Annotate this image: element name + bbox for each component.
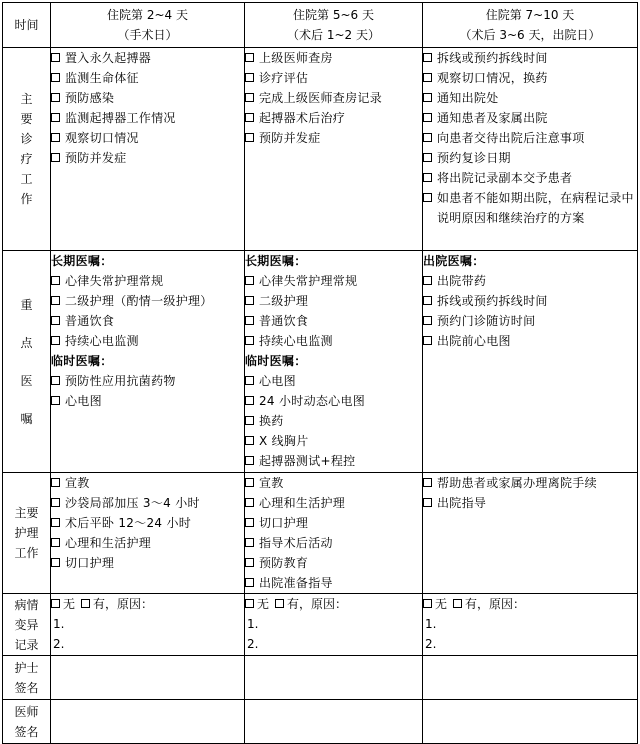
checklist-item: 起搏器术后治疗: [245, 108, 422, 128]
nurse-sign-row: [3, 656, 638, 700]
checklist-item: 将出院记录副本交予患者: [423, 168, 637, 188]
checkbox-icon[interactable]: [245, 498, 254, 507]
checkbox-icon[interactable]: [51, 478, 60, 487]
checklist-item: 观察切口情况，换药: [423, 68, 637, 88]
checklist-item: 持续心电监测: [51, 331, 244, 351]
variation-line-1[interactable]: 1.: [247, 617, 259, 631]
checklist-item: 出院准备指导: [245, 573, 422, 593]
checklist-item: 预防性应用抗菌药物: [51, 371, 244, 391]
phase-header-2: 住院第 5~6 天 （术后 1~2 天）: [245, 3, 423, 48]
checkbox-icon[interactable]: [423, 316, 432, 325]
checkbox-icon[interactable]: [51, 316, 60, 325]
checkbox-icon[interactable]: [245, 436, 254, 445]
checkbox-icon[interactable]: [423, 193, 432, 202]
checkbox-icon[interactable]: [245, 538, 254, 547]
checklist-item: 完成上级医师查房记录: [245, 88, 422, 108]
checklist-item: 出院指导: [423, 493, 637, 513]
orders-col-2: [245, 251, 423, 473]
variation-line-2[interactable]: 2.: [53, 637, 65, 651]
checkbox-icon[interactable]: [51, 153, 60, 162]
variation-line-2[interactable]: 2.: [425, 637, 437, 651]
checklist-item: 监测起搏器工作情况: [51, 108, 244, 128]
checkbox-icon[interactable]: [245, 93, 254, 102]
nursing-col-2: [245, 473, 423, 594]
checklist-item: 沙袋局部加压 3～4 小时: [51, 493, 244, 513]
variation-row: [3, 594, 638, 656]
checkbox-icon[interactable]: [51, 376, 60, 385]
checkbox-icon[interactable]: [245, 478, 254, 487]
checklist-item: 24 小时动态心电图: [245, 391, 422, 411]
long-term-orders-heading: 长期医嘱：: [245, 254, 307, 268]
checkbox-icon[interactable]: [423, 296, 432, 305]
checklist-item: 置入永久起搏器: [51, 48, 244, 68]
checklist-item: 宣教: [245, 473, 422, 493]
checkbox-icon[interactable]: [423, 73, 432, 82]
checkbox-icon[interactable]: [51, 498, 60, 507]
checklist-item: 上级医师查房: [245, 48, 422, 68]
temporary-orders-heading: 临时医嘱：: [51, 354, 113, 368]
checkbox-icon[interactable]: [245, 73, 254, 82]
orders-row: [3, 251, 638, 473]
checklist-item: 帮助患者或家属办理离院手续: [423, 473, 637, 493]
checkbox-icon[interactable]: [423, 498, 432, 507]
checkbox-icon[interactable]: [51, 93, 60, 102]
checklist-item: 诊疗评估: [245, 68, 422, 88]
variation-line-1[interactable]: 1.: [53, 617, 65, 631]
nurse-sign-field-1[interactable]: [51, 656, 245, 700]
checklist-item: 普通饮食: [245, 311, 422, 331]
variation-col-1: 无 有，原因： 1. 2.: [51, 594, 245, 656]
checklist-item: 心理和生活护理: [51, 533, 244, 553]
checkbox-icon[interactable]: [245, 376, 254, 385]
checkbox-icon[interactable]: [245, 336, 254, 345]
checkbox-icon[interactable]: [245, 276, 254, 285]
diagnosis-col-1: [51, 48, 245, 251]
checkbox-icon[interactable]: [51, 113, 60, 122]
checkbox-icon[interactable]: [245, 518, 254, 527]
checkbox-icon[interactable]: [51, 133, 60, 142]
checkbox-icon[interactable]: [51, 538, 60, 547]
checklist-item: 拆线或预约拆线时间: [423, 48, 637, 68]
long-term-orders-heading: 长期医嘱：: [51, 254, 113, 268]
checkbox-icon[interactable]: [423, 133, 432, 142]
checklist-item: 二级护理（酌情一级护理）: [51, 291, 244, 311]
checkbox-icon[interactable]: [245, 53, 254, 62]
checkbox-icon[interactable]: [245, 316, 254, 325]
checklist-item: 出院带药: [423, 271, 637, 291]
checkbox-icon[interactable]: [423, 93, 432, 102]
checklist-item: 指导术后活动: [245, 533, 422, 553]
diagnosis-row-label: 主要诊疗工作: [3, 48, 51, 251]
checklist-item: 二级护理: [245, 291, 422, 311]
checkbox-icon[interactable]: [423, 53, 432, 62]
checkbox-icon[interactable]: [51, 336, 60, 345]
checkbox-icon[interactable]: [423, 478, 432, 487]
nursing-col-3: [423, 473, 638, 594]
doctor-sign-field-3[interactable]: [423, 700, 638, 744]
checklist-item: 持续心电监测: [245, 331, 422, 351]
checklist-item: 预防并发症: [51, 148, 244, 168]
checklist-item: 如患者不能如期出院，在病程记录中说明原因和继续治疗的方案: [423, 188, 637, 228]
checkbox-icon[interactable]: [245, 578, 254, 587]
checklist-item: 通知患者及家属出院: [423, 108, 637, 128]
none-checkbox-icon[interactable]: [245, 599, 254, 608]
phase-header-3: 住院第 7~10 天 （术后 3~6 天，出院日）: [423, 3, 638, 48]
variation-line-2[interactable]: 2.: [247, 637, 259, 651]
checkbox-icon[interactable]: [245, 558, 254, 567]
checklist-item: 心电图: [245, 371, 422, 391]
orders-col-3: [423, 251, 638, 473]
checkbox-icon[interactable]: [51, 296, 60, 305]
checklist-item: 拆线或预约拆线时间: [423, 291, 637, 311]
nurse-sign-field-3[interactable]: [423, 656, 638, 700]
checklist-item: 预约复诊日期: [423, 148, 637, 168]
checklist-item: 术后平卧 12～24 小时: [51, 513, 244, 533]
variation-col-3: 无 有，原因： 1. 2.: [423, 594, 638, 656]
checkbox-icon[interactable]: [423, 153, 432, 162]
variation-row-label: 病情变异记录: [3, 594, 51, 656]
doctor-sign-label: 医师签名: [3, 700, 51, 744]
doctor-sign-row: [3, 700, 638, 744]
yes-checkbox-icon[interactable]: [275, 599, 284, 608]
orders-col-1: [51, 251, 245, 473]
checkbox-icon[interactable]: [245, 456, 254, 465]
variation-line-1[interactable]: 1.: [425, 617, 437, 631]
checkbox-icon[interactable]: [51, 53, 60, 62]
checklist-item: 切口护理: [51, 553, 244, 573]
checkbox-icon[interactable]: [245, 416, 254, 425]
checkbox-icon[interactable]: [51, 396, 60, 405]
nursing-row-label: 主要护理工作: [3, 473, 51, 594]
checklist-item: 预防并发症: [245, 128, 422, 148]
checklist-item: 普通饮食: [51, 311, 244, 331]
doctor-sign-field-1[interactable]: [51, 700, 245, 744]
checklist-item: 预防教育: [245, 553, 422, 573]
diagnosis-row: [3, 48, 638, 251]
checkbox-icon[interactable]: [245, 113, 254, 122]
yes-checkbox-icon[interactable]: [453, 599, 462, 608]
checklist-item: 向患者交待出院后注意事项: [423, 128, 637, 148]
nurse-sign-field-2[interactable]: [245, 656, 423, 700]
checklist-item: 预约门诊随访时间: [423, 311, 637, 331]
checkbox-icon[interactable]: [423, 173, 432, 182]
checklist-item: 心理和生活护理: [245, 493, 422, 513]
nursing-row: [3, 473, 638, 594]
clinical-pathway-table: [2, 2, 638, 744]
temporary-orders-heading: 临时医嘱：: [245, 354, 307, 368]
nurse-sign-label: 护士签名: [3, 656, 51, 700]
discharge-orders-heading: 出院医嘱：: [423, 254, 485, 268]
checklist-item: 心电图: [51, 391, 244, 411]
checklist-item: 预防感染: [51, 88, 244, 108]
checkbox-icon[interactable]: [423, 276, 432, 285]
checkbox-icon[interactable]: [245, 296, 254, 305]
time-header: 时间: [3, 3, 51, 48]
variation-col-2: 无 有，原因： 1. 2.: [245, 594, 423, 656]
doctor-sign-field-2[interactable]: [245, 700, 423, 744]
nursing-col-1: [51, 473, 245, 594]
checkbox-icon[interactable]: [245, 396, 254, 405]
checklist-item: 宣教: [51, 473, 244, 493]
orders-row-label: 重点医嘱: [3, 251, 51, 473]
checklist-item: 换药: [245, 411, 422, 431]
diagnosis-col-2: [245, 48, 423, 251]
checkbox-icon[interactable]: [51, 558, 60, 567]
diagnosis-col-3: [423, 48, 638, 251]
checkbox-icon[interactable]: [423, 336, 432, 345]
none-checkbox-icon[interactable]: [423, 599, 432, 608]
checkbox-icon[interactable]: [245, 133, 254, 142]
checklist-item: X 线胸片: [245, 431, 422, 451]
checklist-item: 出院前心电图: [423, 331, 637, 351]
header-row: [3, 3, 638, 48]
checkbox-icon[interactable]: [51, 276, 60, 285]
phase-header-1: 住院第 2~4 天 （手术日）: [51, 3, 245, 48]
yes-checkbox-icon[interactable]: [81, 599, 90, 608]
checklist-item: 观察切口情况: [51, 128, 244, 148]
checklist-item: 起搏器测试+程控: [245, 451, 422, 471]
checkbox-icon[interactable]: [51, 73, 60, 82]
checkbox-icon[interactable]: [423, 113, 432, 122]
checklist-item: 心律失常护理常规: [245, 271, 422, 291]
none-checkbox-icon[interactable]: [51, 599, 60, 608]
checkbox-icon[interactable]: [51, 518, 60, 527]
checklist-item: 监测生命体征: [51, 68, 244, 88]
checklist-item: 切口护理: [245, 513, 422, 533]
checklist-item: 通知出院处: [423, 88, 637, 108]
checklist-item: 心律失常护理常规: [51, 271, 244, 291]
